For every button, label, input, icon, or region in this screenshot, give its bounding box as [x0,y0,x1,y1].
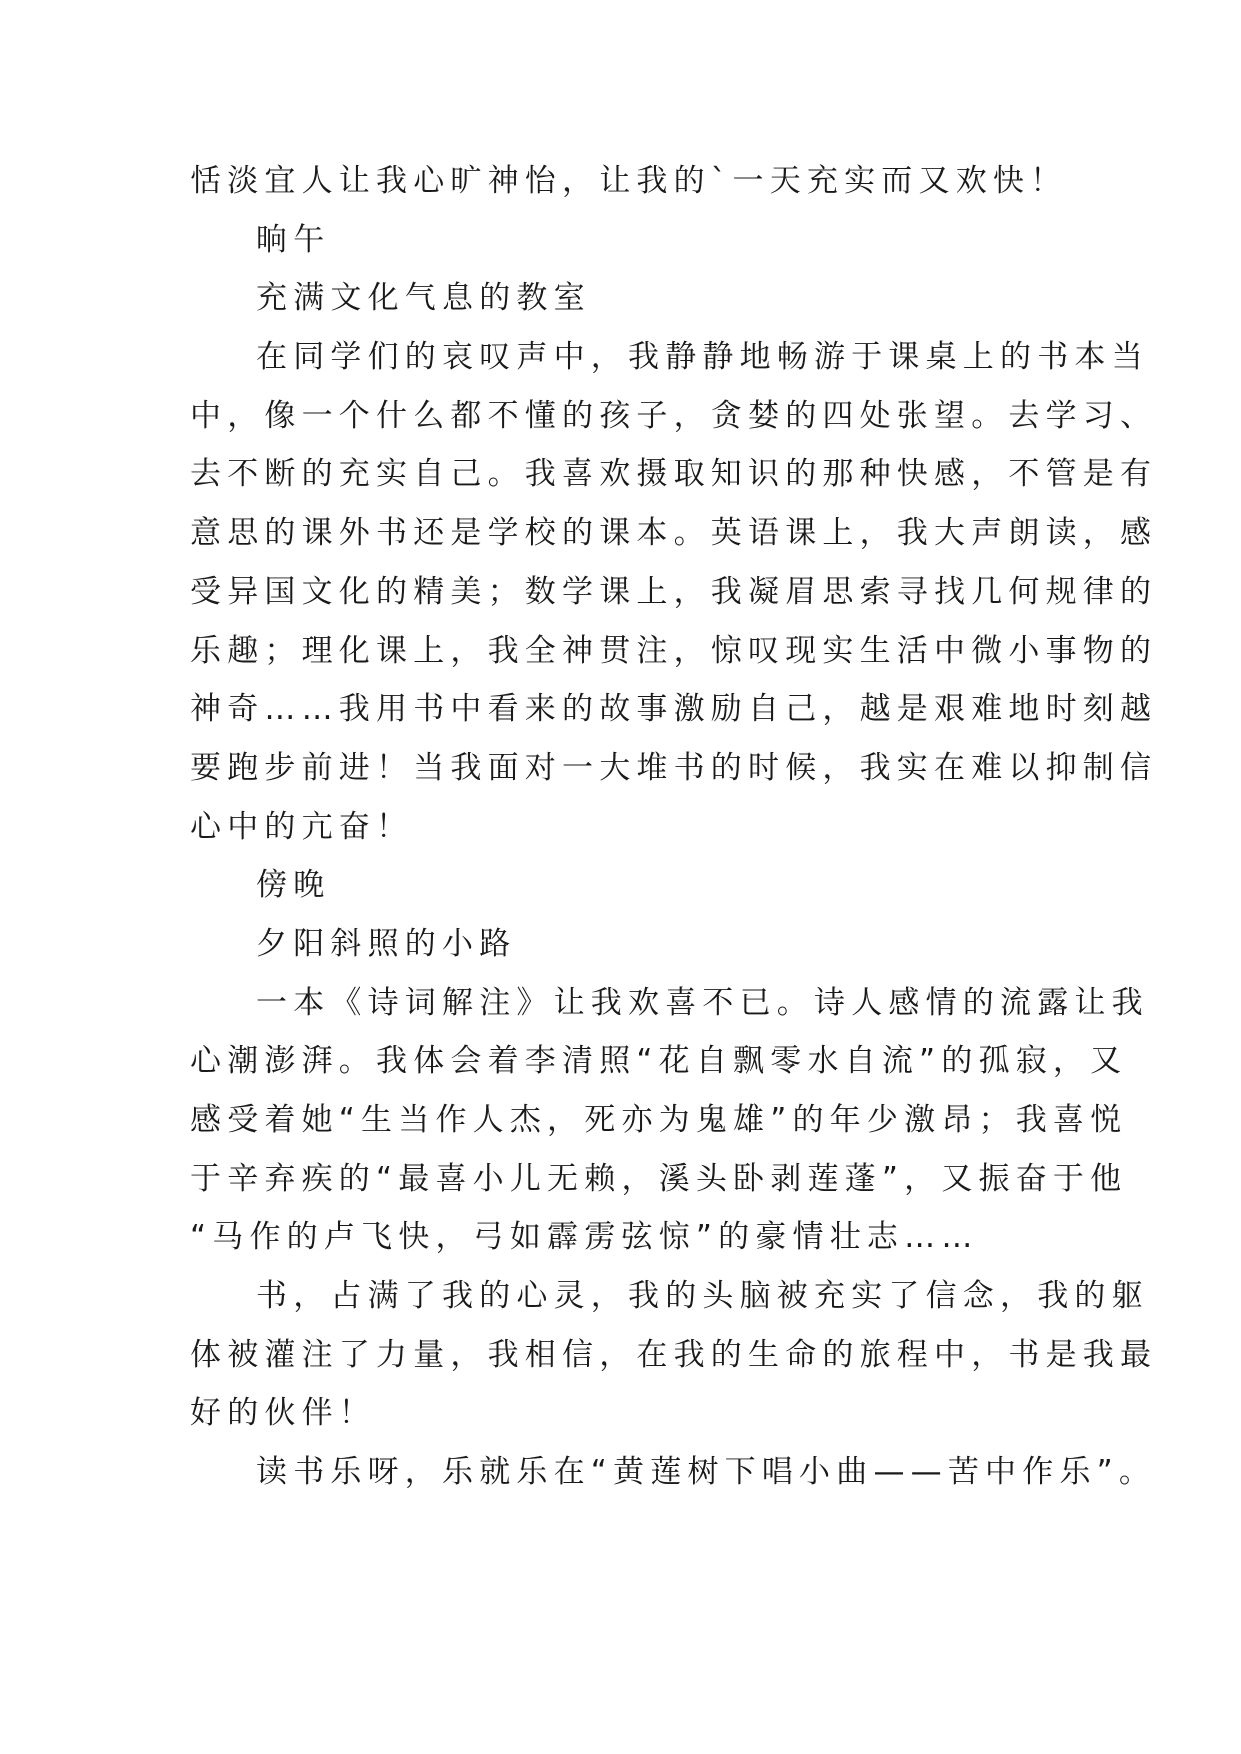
text-line-10: 神奇……我用书中看来的故事激励自己，越是艰难地时刻越 [190,691,1158,728]
text-line-20: 书，占满了我的心灵，我的头脑被充实了信念，我的躯 [256,1278,1149,1315]
text-line-8: 受异国文化的精美；数学课上，我凝眉思索寻找几何规律的 [190,573,1158,610]
text-line-16: 心潮澎湃。我体会着李清照“花自飘零水自流”的孤寂，又 [190,1043,1128,1080]
text-line-9: 乐趣；理化课上，我全神贯注，惊叹现实生活中微小事物的 [190,632,1158,669]
document-body [190,152,1158,1502]
section-place-classroom: 充满文化气息的教室 [256,280,591,317]
section-time-noon: 晌午 [256,221,331,258]
text-line-21: 体被灌注了力量，我相信，在我的生命的旅程中，书是我最 [190,1336,1158,1373]
text-line-22: 好的伙伴！ [190,1395,376,1432]
text-line-18: 于辛弃疾的“最喜小儿无赖，溪头卧剥莲蓬”，又振奋于他 [190,1160,1128,1197]
text-line-7: 意思的课外书还是学校的课本。英语课上，我大声朗读，感 [190,515,1158,552]
section-time-evening: 傍晚 [256,867,331,904]
text-line-23: 读书乐呀，乐就乐在“黄莲树下唱小曲——苦中作乐”。 [256,1454,1157,1491]
section-place-path: 夕阳斜照的小路 [256,925,517,962]
text-line-5: 中，像一个什么都不懂的孩子，贪婪的四处张望。去学习、 [190,397,1158,434]
text-line-19: “马作的卢飞快，弓如霹雳弦惊”的豪情壮志…… [190,1219,979,1256]
text-line-11: 要跑步前进！当我面对一大堆书的时候，我实在难以抑制信 [190,749,1158,786]
text-line-15: 一本《诗词解注》让我欢喜不已。诗人感情的流露让我 [256,984,1149,1021]
text-line-1: 恬淡宜人让我心旷神怡，让我的`一天充实而又欢快！ [190,163,1068,199]
text-line-4: 在同学们的哀叹声中，我静静地畅游于课桌上的书本当 [256,339,1149,376]
text-line-12: 心中的亢奋！ [190,808,414,845]
text-line-6: 去不断的充实自己。我喜欢摄取知识的那种快感，不管是有 [190,456,1158,493]
text-line-17: 感受着她“生当作人杰，死亦为鬼雄”的年少激昂；我喜悦 [190,1102,1128,1138]
